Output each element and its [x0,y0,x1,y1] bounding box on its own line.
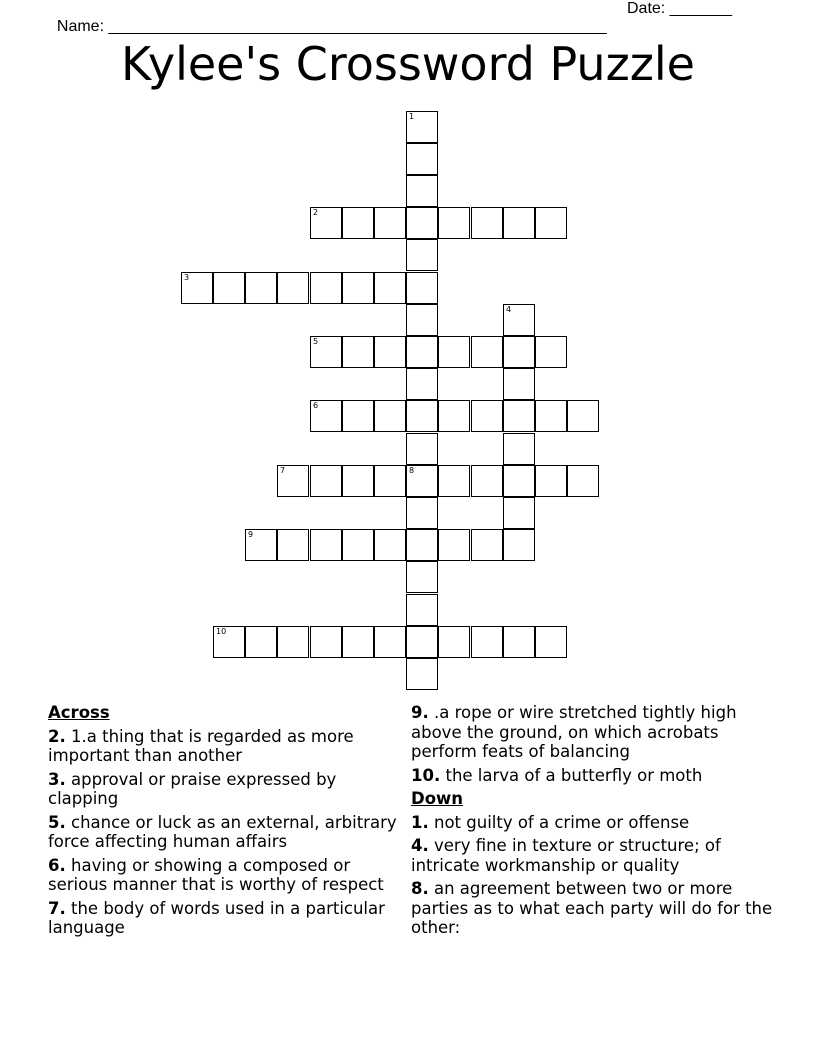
grid-cell[interactable] [406,111,438,143]
grid-cell[interactable] [535,465,567,497]
clue-text: .a rope or wire stretched tightly high above the ground, on which acrobats perform feats of balancing [411,703,737,761]
clue-number: 1. [411,812,429,832]
grid-cell[interactable] [406,433,438,465]
clue-across-5 [48,813,400,852]
clues-left-column [48,703,400,942]
grid-cell[interactable] [374,529,406,561]
clues-right-column [411,703,781,942]
grid-cell[interactable] [406,626,438,658]
across-heading: Across [48,703,110,722]
grid-cell[interactable] [374,272,406,304]
grid-cell[interactable] [438,465,470,497]
grid-cell[interactable] [277,626,309,658]
grid-cell[interactable] [342,272,374,304]
grid-cell[interactable] [342,400,374,432]
clue-across-2 [48,727,400,766]
clue-text: an agreement between two or more parties as to what each party will do for the other: [411,879,773,937]
grid-cell[interactable] [310,272,342,304]
clue-across-7 [48,899,400,938]
grid-cell[interactable] [471,626,503,658]
grid-cell[interactable] [535,626,567,658]
grid-cell[interactable] [406,658,438,690]
clue-text: having or showing a composed or serious manner that is worthy of respect [48,855,384,894]
grid-cell[interactable] [406,304,438,336]
clue-number-label: 8 [409,466,415,475]
clue-number: 7. [48,898,66,918]
grid-cell[interactable] [503,400,535,432]
grid-cell[interactable] [471,400,503,432]
name-field-label: Name: ________________________________________________________ [56,18,607,35]
clue-number: 9. [411,703,429,722]
clue-text: the body of words used in a particular language [48,898,385,937]
page-title: Kylee's Crossword Puzzle [121,37,695,91]
grid-cell[interactable] [535,336,567,368]
clue-across-3 [48,770,400,809]
clue-number-label: 2 [313,208,319,217]
grid-cell[interactable] [503,465,535,497]
clue-number: 6. [48,855,66,875]
grid-cell[interactable] [342,336,374,368]
clue-number-label: 7 [280,466,286,475]
clue-number-label: 4 [506,305,512,314]
grid-cell[interactable] [406,400,438,432]
grid-cell[interactable] [374,626,406,658]
clue-across-10 [411,766,781,786]
grid-cell[interactable] [277,529,309,561]
grid-cell[interactable] [406,207,438,239]
clue-down-8 [411,879,781,938]
grid-cell[interactable] [245,529,277,561]
grid-cell[interactable] [535,207,567,239]
grid-cell[interactable] [406,594,438,626]
grid-cell[interactable] [406,368,438,400]
clue-number-label: 10 [216,627,227,636]
grid-cell[interactable] [471,336,503,368]
clue-text: 1.a thing that is regarded as more important than another [48,726,354,765]
clue-number-label: 6 [313,401,319,410]
grid-cell[interactable] [503,336,535,368]
down-heading: Down [411,789,464,808]
grid-cell[interactable] [503,497,535,529]
grid-cell[interactable] [567,465,599,497]
grid-cell[interactable] [342,207,374,239]
date-field-label: Date: _______ [627,0,732,17]
grid-cell[interactable] [310,626,342,658]
grid-cell[interactable] [310,336,342,368]
grid-cell[interactable] [438,400,470,432]
grid-cell[interactable] [471,207,503,239]
grid-cell[interactable] [277,272,309,304]
grid-cell[interactable] [406,239,438,271]
clue-number-label: 9 [248,530,254,539]
clue-across-9 [411,703,781,762]
grid-cell[interactable] [438,529,470,561]
grid-cell[interactable] [406,272,438,304]
clue-number: 4. [411,836,429,855]
grid-cell[interactable] [503,433,535,465]
clue-number-label: 3 [184,273,190,282]
clue-number-label: 1 [409,112,415,121]
grid-cell[interactable] [213,626,245,658]
clue-down-1 [411,813,781,833]
clue-text: chance or luck as an external, arbitrary force affecting human affairs [48,812,397,851]
grid-cell[interactable] [277,465,309,497]
clue-number: 3. [48,769,66,789]
grid-cell[interactable] [245,626,277,658]
grid-cell[interactable] [181,272,213,304]
clue-text: not guilty of a crime or offense [428,812,690,832]
grid-cell[interactable] [503,368,535,400]
grid-cell[interactable] [213,272,245,304]
clue-number: 5. [48,812,66,832]
grid-cell[interactable] [438,626,470,658]
clue-number-label: 5 [313,337,319,346]
grid-cell[interactable] [406,143,438,175]
clue-text: the larva of a butterfly or moth [440,765,703,785]
grid-cell[interactable] [471,529,503,561]
grid-cell[interactable] [438,207,470,239]
grid-cell[interactable] [374,336,406,368]
grid-cell[interactable] [471,465,503,497]
grid-cell[interactable] [567,400,599,432]
grid-cell[interactable] [503,529,535,561]
grid-cell[interactable] [310,529,342,561]
clue-down-4 [411,836,781,875]
clue-number: 10. [411,765,441,785]
grid-cell[interactable] [406,465,438,497]
clue-text: very fine in texture or structure; of intricate workmanship or quality [411,836,721,875]
grid-cell[interactable] [535,400,567,432]
clue-number: 8. [411,879,429,898]
clue-number: 2. [48,726,66,746]
clue-across-6 [48,856,400,895]
grid-cell[interactable] [310,465,342,497]
grid-cell[interactable] [342,529,374,561]
grid-cell[interactable] [503,207,535,239]
grid-cell[interactable] [438,336,470,368]
grid-cell[interactable] [406,561,438,593]
grid-cell[interactable] [406,336,438,368]
clue-text: approval or praise expressed by clapping [48,769,337,808]
grid-cell[interactable] [342,626,374,658]
grid-cell[interactable] [310,207,342,239]
grid-cell[interactable] [503,304,535,336]
grid-cell[interactable] [503,626,535,658]
grid-cell[interactable] [374,207,406,239]
grid-cell[interactable] [342,465,374,497]
grid-cell[interactable] [406,529,438,561]
grid-cell[interactable] [406,497,438,529]
grid-cell[interactable] [310,400,342,432]
grid-cell[interactable] [406,175,438,207]
grid-cell[interactable] [245,272,277,304]
grid-cell[interactable] [374,400,406,432]
grid-cell[interactable] [374,465,406,497]
